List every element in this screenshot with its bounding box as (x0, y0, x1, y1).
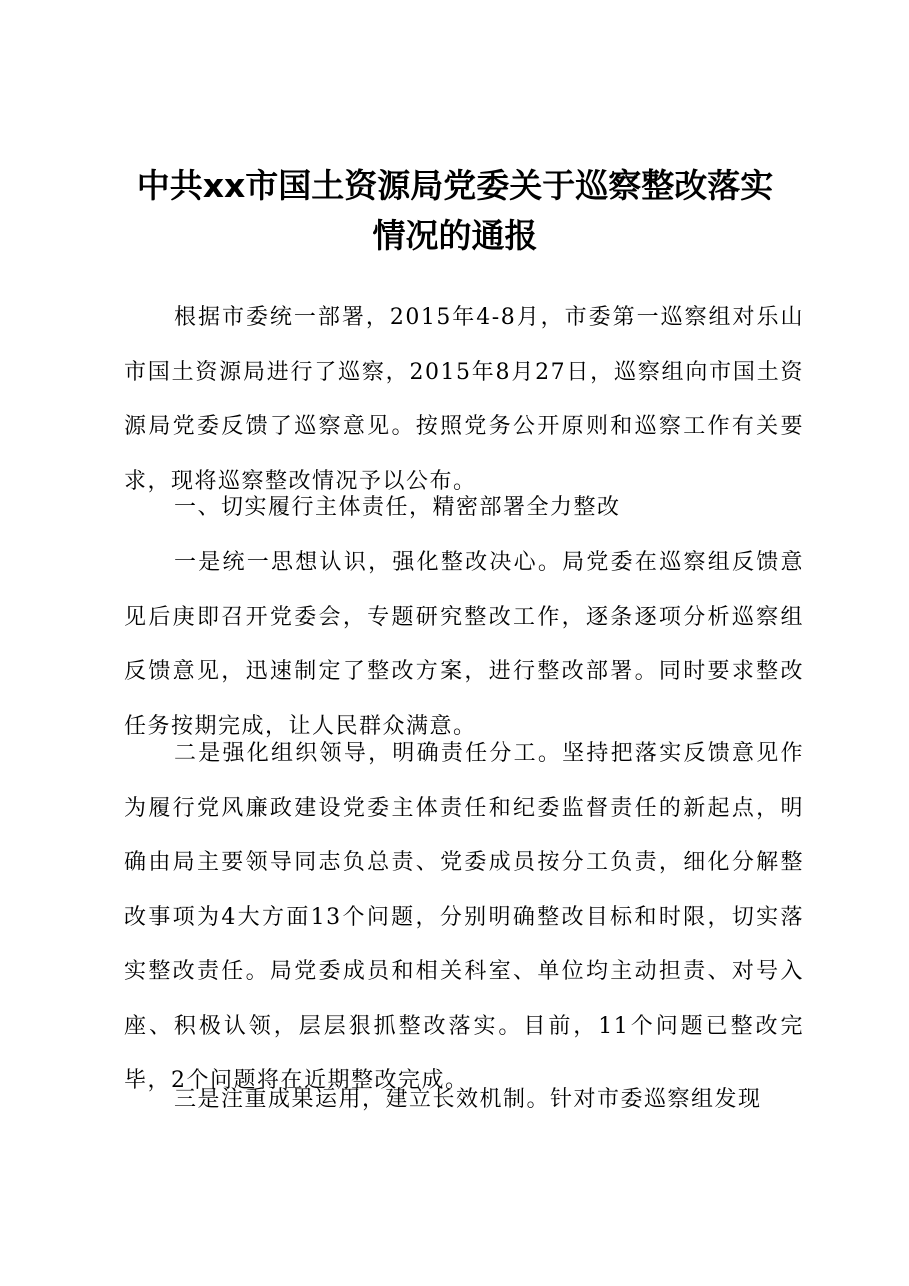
document-title-line-1: 中共xx市国土资源局党委关于巡察整改落实 (136, 166, 774, 205)
paragraph-item-3: 三是注重成果运用，建立长效机制。针对市委巡察组发现 (174, 1087, 762, 1112)
document-title-line-2: 情况的通报 (372, 216, 538, 255)
section-heading-1: 一、切实履行主体责任，精密部署全力整改 (174, 495, 621, 520)
paragraph-item-2: 二是强化组织领导，明确责任分工。坚持把落实反馈意见作为履行党风廉政建设党委主体责任和纪委监督责任的新起点，明确由局主要领导同志负总责、党委成员按分工负责，细化分解整改事项为4大方面13个问题，分别明确整改目标和时限，切实落实整改责任。局党委成员和相关科室、单位均主动担责、对号入座、积极认领，层层狠抓整改落实。目前，11个问题已整改完毕，2个问题将在近期整改完成。 (124, 741, 804, 1093)
paragraph-item-1: 一是统一思想认识，强化整改决心。局党委在巡察组反馈意见后庚即召开党委会，专题研究整改工作，逐条逐项分析巡察组反馈意见，迅速制定了整改方案，进行整改部署。同时要求整改任务按期完成，让人民群众满意。 (124, 550, 804, 739)
paragraph-intro: 根据市委统一部署，2015年4-8月，市委第一巡察组对乐山市国土资源局进行了巡察，2015年8月27日，巡察组向市国土资源局党委反馈了巡察意见。按照党务公开原则和巡察工作有关要求，现将巡察整改情况予以公布。 (124, 305, 804, 494)
